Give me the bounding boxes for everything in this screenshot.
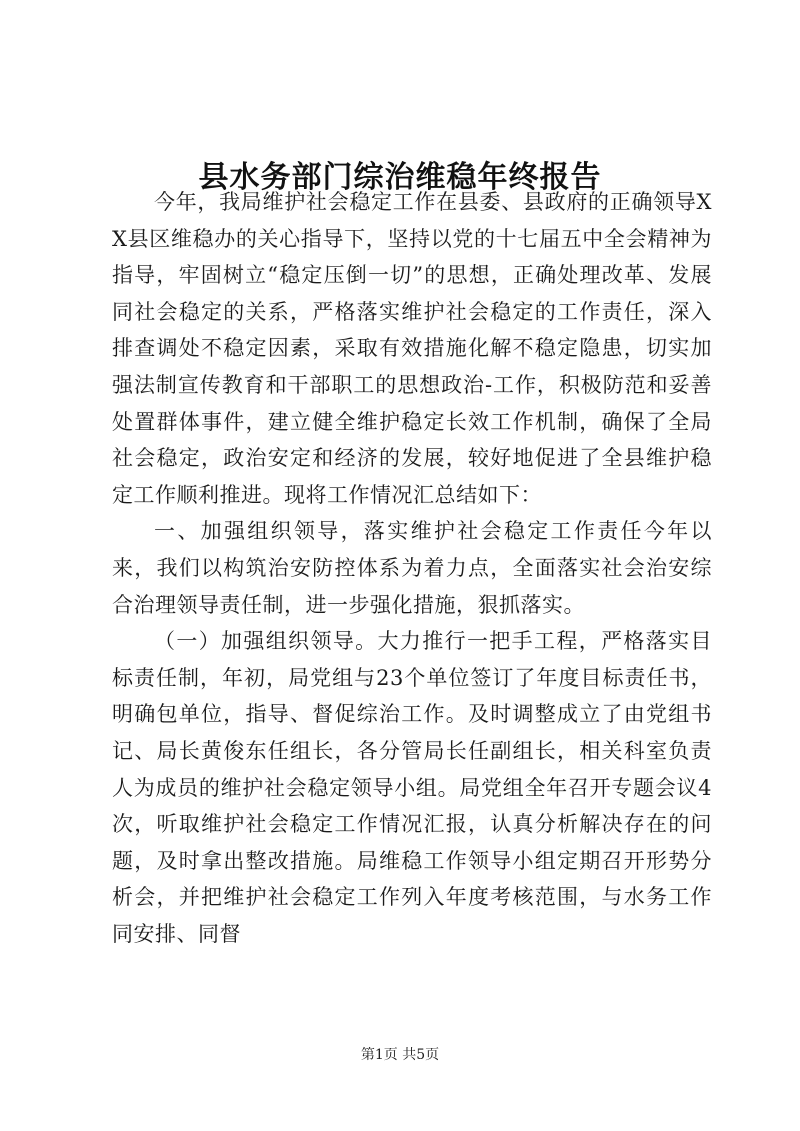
page-number-footer: 第1页 共5页 bbox=[360, 1047, 440, 1063]
paragraph-intro: 今年，我局维护社会稳定工作在县委、县政府的正确领导XX县区维稳办的关心指导下，坚持以党的十七届五中全会精神为指导，牢固树立“稳定压倒一切”的思想，正确处理改革、发展同社会稳定的关系，严格落实维护社会稳定的工作责任，深入排查调处不稳定因素，采取有效措施化解不稳定隐患，切实加强法制宣传教育和干部职工的思想政治-工作，积极防范和妥善处置群体事件，建立健全维护稳定长效工作机制，确保了全局社会稳定，政治安定和经济的发展，较好地促进了全县维护稳定工作顺利推进。现将工作情况汇总结如下： bbox=[112, 190, 712, 507]
paragraph-section-one: 一、加强组织领导，落实维护社会稳定工作责任今年以来，我们以构筑治安防控体系为着力点，全面落实社会治安综合治理领导责任制，进一步强化措施，狠抓落实。 bbox=[112, 519, 712, 617]
document-title: 县水务部门综治维稳年终报告 bbox=[198, 160, 602, 196]
paragraph-subsection-one: （一）加强组织领导。大力推行一把手工程，严格落实目标责任制，年初，局党组与23个单位签订了年度目标责任书，明确包单位，指导、督促综治工作。及时调整成立了由党组书记、局长黄俊东任组长，各分管局长任副组长，相关科室负责人为成员的维护社会稳定领导小组。局党组全年召开专题会议4次，听取维护社会稳定工作情况汇报，认真分析解决存在的问题，及时拿出整改措施。局维稳工作领导小组定期召开形势分析会，并把维护社会稳定工作列入年度考核范围，与水务工作同安排、同督 bbox=[112, 629, 712, 946]
document-body bbox=[112, 184, 712, 952]
